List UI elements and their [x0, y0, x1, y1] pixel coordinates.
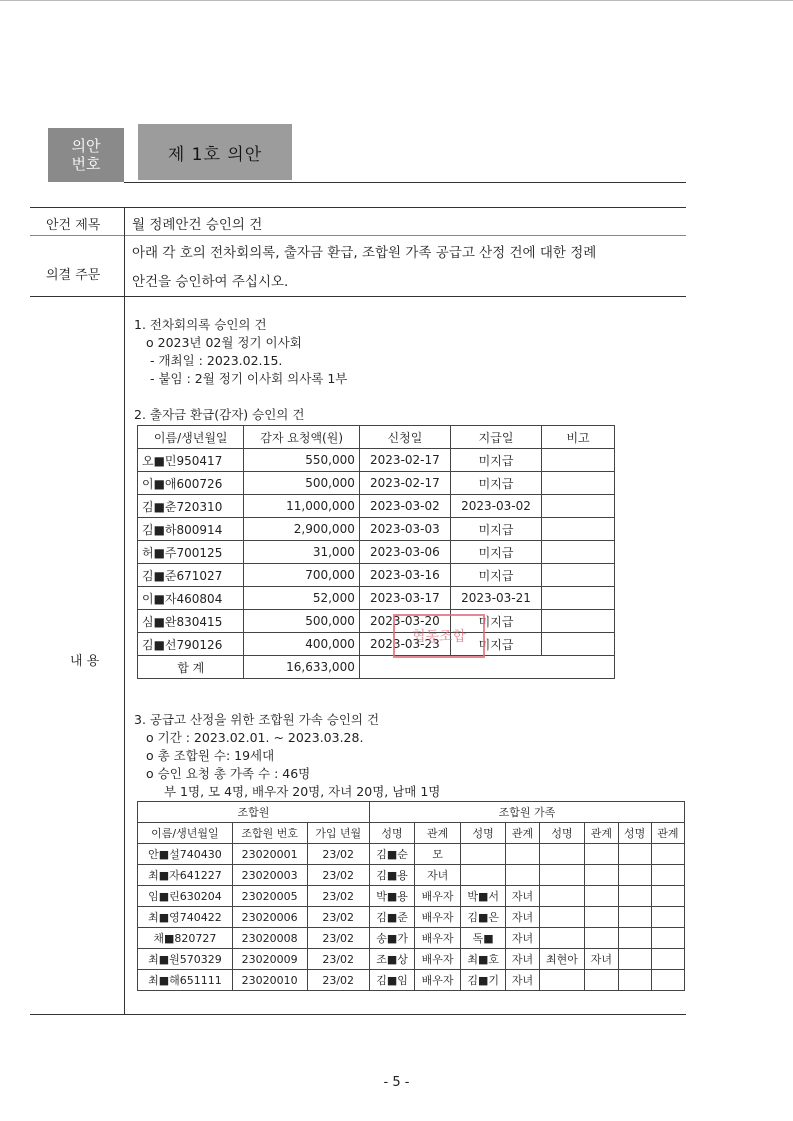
family-name-3 [539, 907, 585, 928]
table-row [138, 844, 685, 865]
family-name-1: 송■가 [369, 928, 414, 949]
refund-name: 이■자460804 [138, 587, 244, 610]
refund-note [542, 472, 615, 495]
family-header-join: 가입 년월 [307, 823, 369, 844]
refund-amount: 52,000 [244, 587, 359, 610]
cooperative-seal-stamp: 협동조합 [393, 614, 485, 658]
family-header-rel3: 관계 [585, 823, 618, 844]
resolution-rule [30, 296, 686, 297]
header-rule [124, 182, 686, 183]
family-name-2: 최■호 [460, 949, 505, 970]
resolution-line1: 아래 각 호의 전차회의록, 출자금 환급, 조합원 가족 공급고 산정 건에 대한 정례 [132, 245, 597, 261]
family-relation-4 [651, 865, 684, 886]
family-relation-1: 배우자 [415, 907, 461, 928]
family-name-3 [539, 865, 585, 886]
table-row [138, 928, 685, 949]
refund-header-note: 비고 [542, 426, 615, 449]
table-row [138, 886, 685, 907]
table-row [138, 564, 615, 587]
family-relation-2: 자녀 [506, 949, 539, 970]
section3-line4: 부 1명, 모 4명, 배우자 20명, 자녀 20명, 남매 1명 [164, 784, 441, 799]
family-name-4 [618, 928, 651, 949]
family-table [137, 801, 685, 991]
table-row [138, 449, 615, 472]
refund-apply-date: 2023-02-17 [359, 449, 450, 472]
family-name-4 [618, 949, 651, 970]
table-row [138, 633, 615, 656]
family-name-2: 김■기 [460, 970, 505, 991]
label-divider [124, 207, 125, 1014]
subject-label: 안건 제목 [46, 218, 101, 233]
refund-pay-date: 미지급 [450, 541, 541, 564]
member-number: 23020009 [232, 949, 307, 970]
refund-pay-date: 2023-03-21 [450, 587, 541, 610]
refund-note [542, 610, 615, 633]
table-row [138, 949, 685, 970]
refund-amount: 2,900,000 [244, 518, 359, 541]
refund-amount: 700,000 [244, 564, 359, 587]
family-header-rel4: 관계 [651, 823, 684, 844]
family-relation-1: 배우자 [415, 949, 461, 970]
join-month: 23/02 [307, 865, 369, 886]
form-top-rule [30, 207, 686, 208]
refund-apply-date: 2023-02-17 [359, 472, 450, 495]
family-relation-2: 자녀 [506, 886, 539, 907]
refund-amount: 31,000 [244, 541, 359, 564]
refund-amount: 550,000 [244, 449, 359, 472]
member-number: 23020006 [232, 907, 307, 928]
family-name-2 [460, 865, 505, 886]
join-month: 23/02 [307, 970, 369, 991]
refund-note [542, 633, 615, 656]
member-name: 최■자641227 [138, 865, 233, 886]
family-relation-3 [585, 907, 618, 928]
family-header-name2: 성명 [460, 823, 505, 844]
family-name-1: 조■상 [369, 949, 414, 970]
form-bottom-rule [30, 1014, 686, 1015]
section3-line3: o 승인 요청 총 가족 수 : 46명 [146, 766, 311, 781]
resolution-label: 의결 주문 [46, 268, 101, 283]
refund-apply-date: 2023-03-03 [359, 518, 450, 541]
family-relation-1: 자녀 [415, 865, 461, 886]
member-number: 23020001 [232, 844, 307, 865]
page-number: - 5 - [383, 1075, 410, 1090]
family-relation-1: 배우자 [415, 928, 461, 949]
join-month: 23/02 [307, 907, 369, 928]
table-row [138, 970, 685, 991]
refund-note [542, 541, 615, 564]
table-row [138, 587, 615, 610]
member-number: 23020010 [232, 970, 307, 991]
family-relation-2: 자녀 [506, 928, 539, 949]
refund-pay-date: 미지급 [450, 564, 541, 587]
member-name: 최■영740422 [138, 907, 233, 928]
family-header-rel2: 관계 [506, 823, 539, 844]
refund-name: 오■민950417 [138, 449, 244, 472]
refund-pay-date: 미지급 [450, 633, 541, 656]
family-name-2: 김■은 [460, 907, 505, 928]
refund-note [542, 495, 615, 518]
family-name-4 [618, 886, 651, 907]
refund-apply-date: 2023-03-17 [359, 587, 450, 610]
agenda-title: 제 1호 의안 [138, 124, 292, 180]
family-name-3 [539, 928, 585, 949]
family-name-1: 김■용 [369, 865, 414, 886]
refund-name: 김■하800914 [138, 518, 244, 541]
family-relation-4 [651, 970, 684, 991]
table-row [138, 610, 615, 633]
family-relation-3 [585, 928, 618, 949]
refund-apply-date: 2023-03-20 [359, 610, 450, 633]
refund-amount: 11,000,000 [244, 495, 359, 518]
refund-table [137, 425, 615, 679]
family-header-member-no: 조합원 번호 [232, 823, 307, 844]
family-relation-3 [585, 886, 618, 907]
section3-line1: o 기간 : 2023.02.01. ~ 2023.03.28. [146, 730, 364, 745]
family-name-4 [618, 844, 651, 865]
refund-amount: 400,000 [244, 633, 359, 656]
family-relation-4 [651, 844, 684, 865]
member-name: 임■린630204 [138, 886, 233, 907]
section1-line1: o 2023년 02월 정기 이사회 [146, 335, 302, 350]
family-name-2 [460, 844, 505, 865]
agenda-gap [124, 124, 138, 182]
family-header-name4: 성명 [618, 823, 651, 844]
section2-title: 2. 출자금 환급(감자) 승인의 건 [134, 407, 305, 422]
family-group-row [138, 802, 685, 823]
section1-line3: - 붙임 : 2월 정기 이사회 의사록 1부 [150, 371, 348, 386]
top-rule [0, 0, 793, 1]
family-name-3: 최현아 [539, 949, 585, 970]
section3-line2: o 총 조합원 수: 19세대 [146, 748, 275, 763]
family-relation-4 [651, 907, 684, 928]
family-name-1: 김■임 [369, 970, 414, 991]
table-row [138, 472, 615, 495]
table-row [138, 541, 615, 564]
family-group-member: 조합원 [138, 802, 370, 823]
family-name-2: 독■ [460, 928, 505, 949]
family-name-3 [539, 844, 585, 865]
refund-note [542, 564, 615, 587]
family-header-name1: 성명 [369, 823, 414, 844]
refund-apply-date: 2023-03-06 [359, 541, 450, 564]
refund-apply-date: 2023-03-23 [359, 633, 450, 656]
refund-header-apply-date: 신청일 [359, 426, 450, 449]
family-relation-1: 배우자 [415, 970, 461, 991]
refund-header-name: 이름/생년월일 [138, 426, 244, 449]
table-row [138, 495, 615, 518]
family-name-4 [618, 970, 651, 991]
family-relation-4 [651, 886, 684, 907]
family-relation-2: 자녀 [506, 907, 539, 928]
subject-text: 월 정례안건 승인의 건 [132, 217, 263, 233]
family-header-name3: 성명 [539, 823, 585, 844]
member-number: 23020003 [232, 865, 307, 886]
refund-total-row [138, 656, 615, 679]
family-relation-4 [651, 928, 684, 949]
refund-total-value: 16,633,000 [244, 656, 359, 679]
content-label: 내 용 [70, 654, 100, 669]
refund-amount: 500,000 [244, 610, 359, 633]
family-header-row [138, 823, 685, 844]
family-relation-1: 배우자 [415, 886, 461, 907]
refund-header-row [138, 426, 615, 449]
family-relation-2: 자녀 [506, 970, 539, 991]
refund-name: 김■준671027 [138, 564, 244, 587]
join-month: 23/02 [307, 844, 369, 865]
refund-pay-date: 미지급 [450, 449, 541, 472]
refund-pay-date: 미지급 [450, 518, 541, 541]
family-relation-1: 모 [415, 844, 461, 865]
family-name-1: 김■순 [369, 844, 414, 865]
refund-note [542, 518, 615, 541]
refund-note [542, 587, 615, 610]
refund-pay-date: 2023-03-02 [450, 495, 541, 518]
member-number: 23020005 [232, 886, 307, 907]
member-name: 최■해651111 [138, 970, 233, 991]
member-name: 안■설740430 [138, 844, 233, 865]
refund-name: 김■선790126 [138, 633, 244, 656]
refund-pay-date: 미지급 [450, 610, 541, 633]
table-row [138, 907, 685, 928]
section3-title: 3. 공급고 산정을 위한 조합원 가속 승인의 건 [134, 712, 380, 727]
agenda-label-line2: 번호 [71, 155, 101, 173]
family-name-1: 김■준 [369, 907, 414, 928]
refund-pay-date: 미지급 [450, 472, 541, 495]
refund-total-label: 합 계 [138, 656, 244, 679]
family-relation-3 [585, 844, 618, 865]
refund-total-empty [359, 656, 614, 679]
refund-apply-date: 2023-03-16 [359, 564, 450, 587]
agenda-number-label [48, 128, 124, 182]
section1-line2: - 개최일 : 2023.02.15. [150, 353, 283, 368]
refund-name: 이■애600726 [138, 472, 244, 495]
refund-amount: 500,000 [244, 472, 359, 495]
refund-header-amount: 감자 요청액(원) [244, 426, 359, 449]
family-header-rel1: 관계 [415, 823, 461, 844]
refund-name: 심■완830415 [138, 610, 244, 633]
family-name-2: 박■서 [460, 886, 505, 907]
section1-title: 1. 전차회의록 승인의 건 [134, 317, 267, 332]
family-relation-4 [651, 949, 684, 970]
refund-header-pay-date: 지급일 [450, 426, 541, 449]
family-relation-3 [585, 970, 618, 991]
family-group-family: 조합원 가족 [369, 802, 684, 823]
join-month: 23/02 [307, 928, 369, 949]
refund-note [542, 449, 615, 472]
family-name-4 [618, 865, 651, 886]
resolution-line2: 안건을 승인하여 주십시오. [132, 274, 289, 290]
family-name-3 [539, 886, 585, 907]
refund-name: 허■주700125 [138, 541, 244, 564]
family-name-1: 박■용 [369, 886, 414, 907]
member-name: 최■원570329 [138, 949, 233, 970]
join-month: 23/02 [307, 949, 369, 970]
refund-name: 김■춘720310 [138, 495, 244, 518]
subject-rule [30, 235, 686, 236]
family-name-4 [618, 907, 651, 928]
family-name-3 [539, 970, 585, 991]
join-month: 23/02 [307, 886, 369, 907]
table-row [138, 865, 685, 886]
family-relation-2 [506, 865, 539, 886]
family-relation-2 [506, 844, 539, 865]
refund-apply-date: 2023-03-02 [359, 495, 450, 518]
member-name: 채■820727 [138, 928, 233, 949]
family-header-name: 이름/생년월일 [138, 823, 233, 844]
member-number: 23020008 [232, 928, 307, 949]
family-relation-3: 자녀 [585, 949, 618, 970]
table-row [138, 518, 615, 541]
family-relation-3 [585, 865, 618, 886]
agenda-label-line1: 의안 [71, 137, 101, 155]
